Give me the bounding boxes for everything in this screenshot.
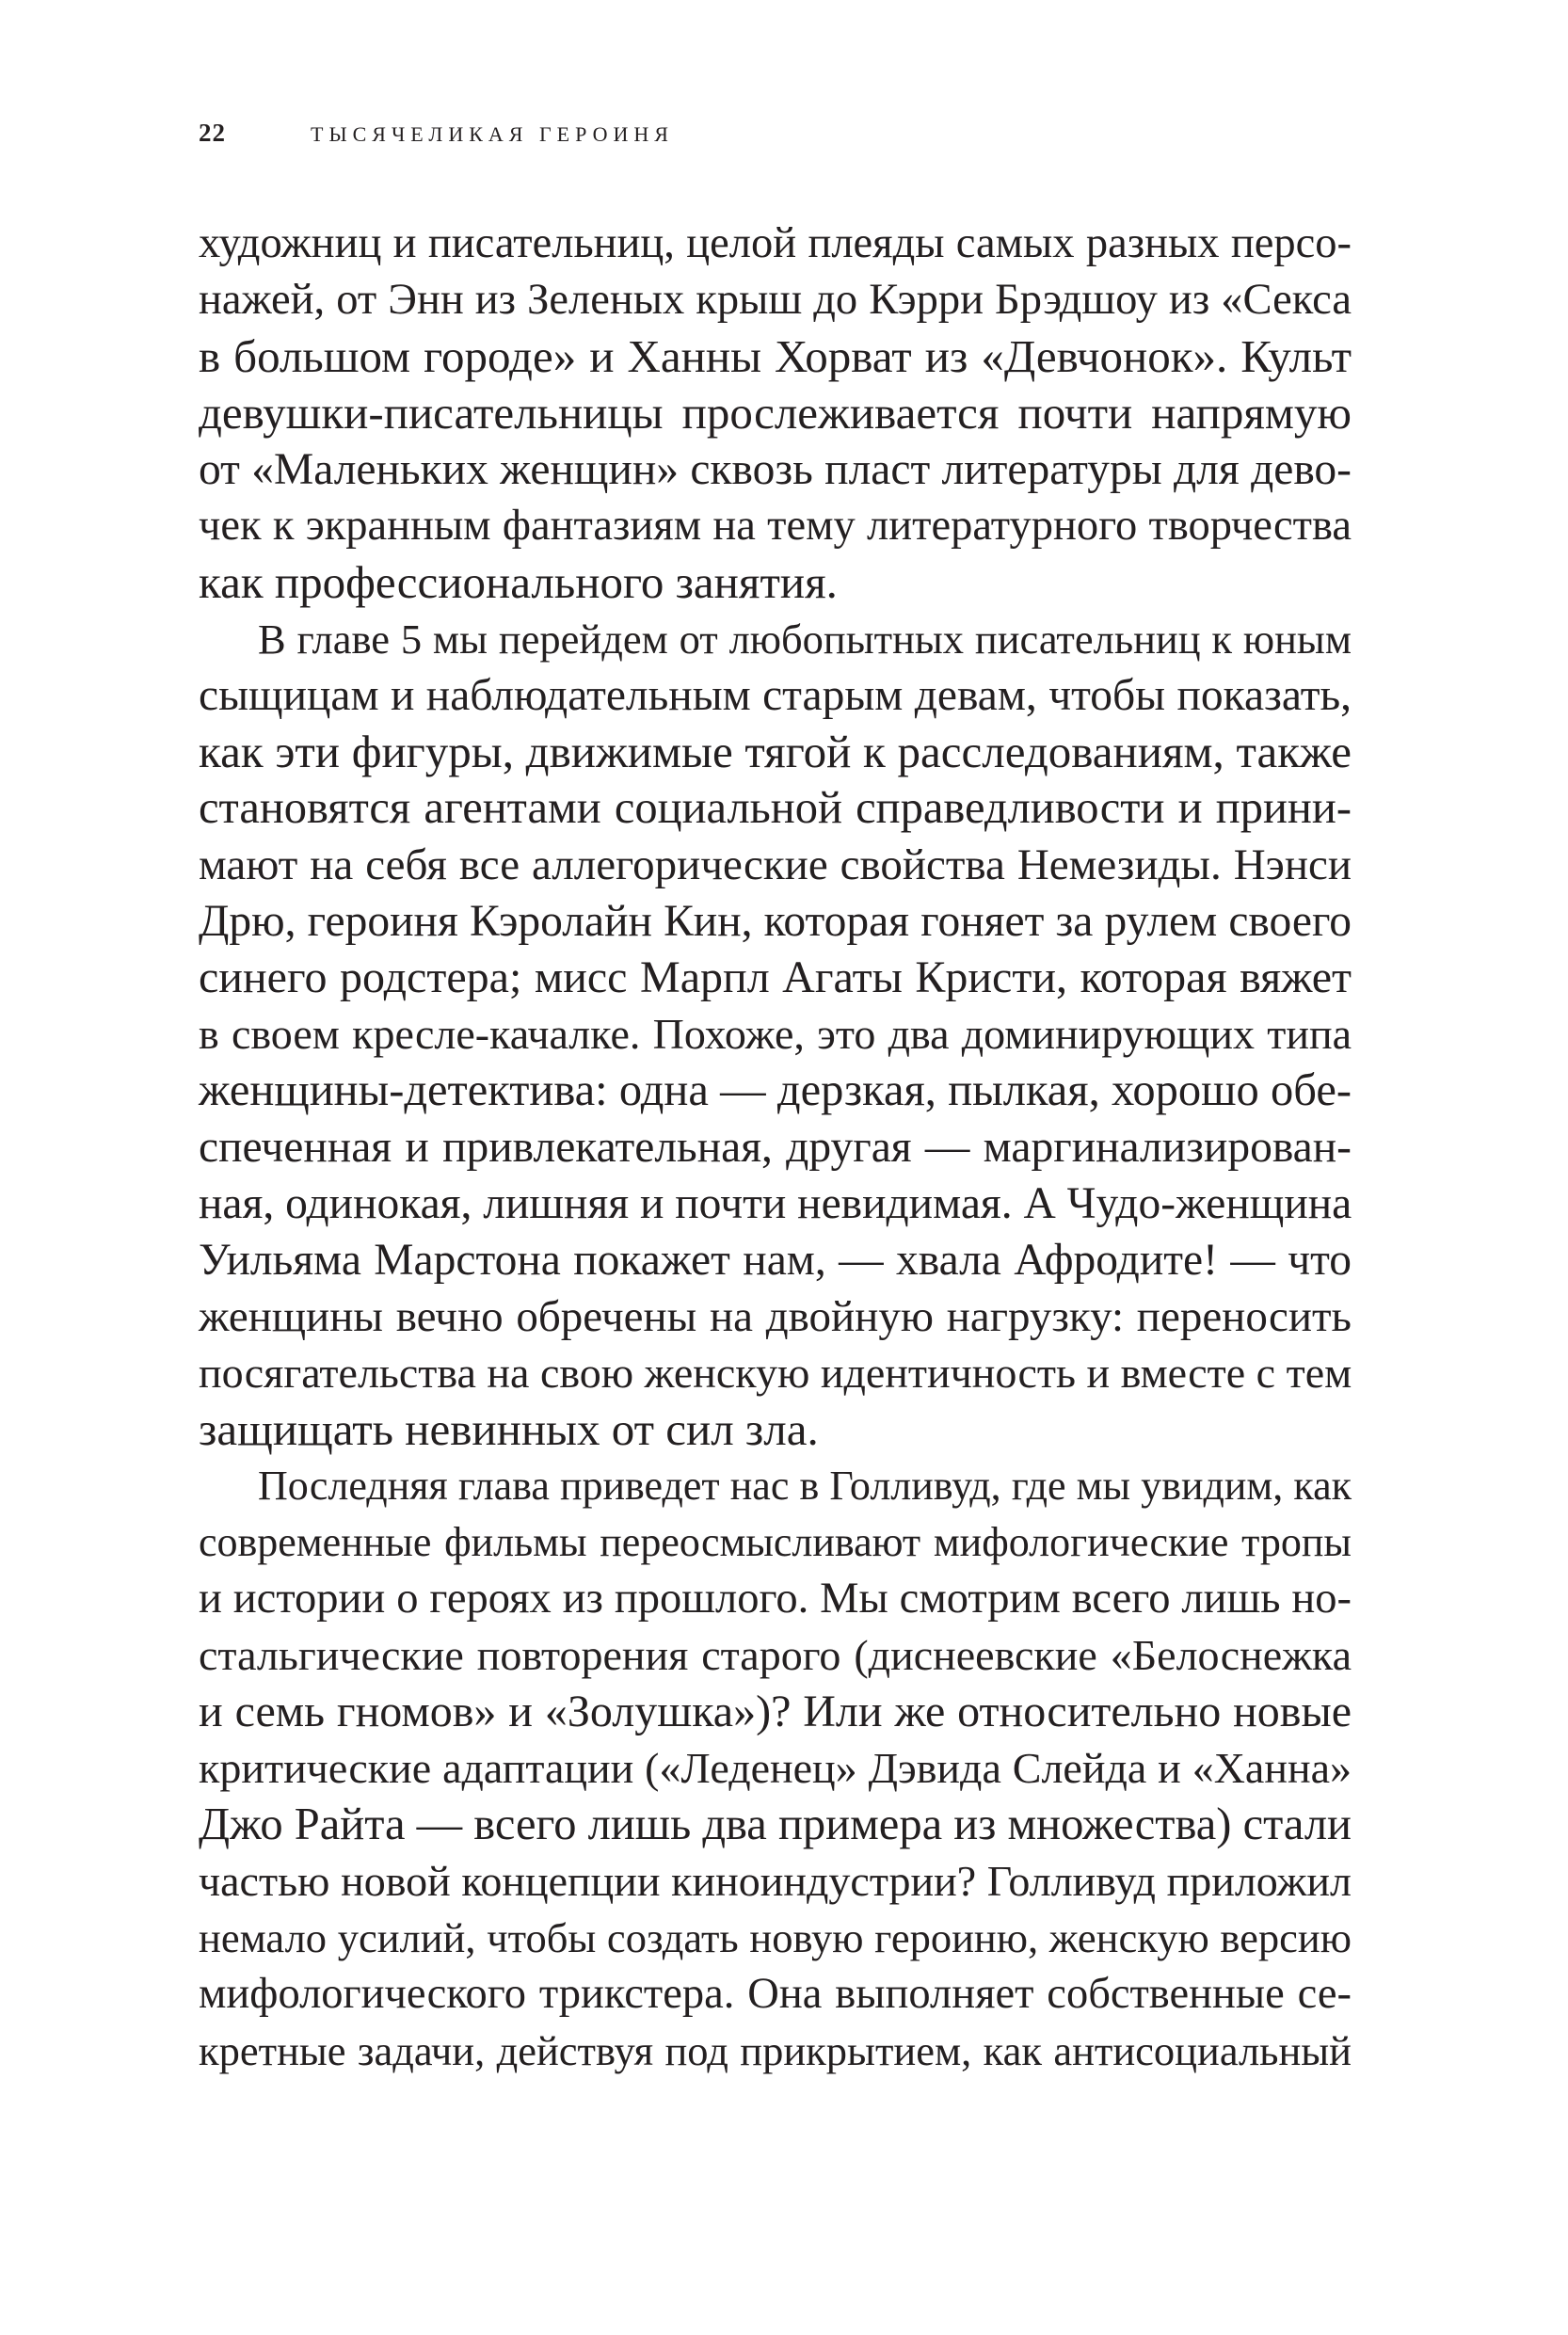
text-line: частью новой концепции киноиндустрии? Голливуд приложил [199, 1857, 1352, 1905]
text-line: кретные задачи, действуя под прикрытием, как антисоциальный [199, 2027, 1352, 2074]
text-line: Уильяма Марстона покажет нам, — хвала Афродите! — что [199, 1236, 1352, 1285]
text-line: стальгические повторения старого (диснеевские «Белоснежка [199, 1631, 1352, 1679]
book-title: ТЫСЯЧЕЛИКАЯ ГЕРОИНЯ [311, 122, 674, 146]
text-line: мают на себя все аллегорические свойства Немезиды. Нэнси [199, 840, 1352, 889]
text-line: современные фильмы переосмысливают мифологические тропы [199, 1519, 1352, 1565]
text-line: сыщицам и наблюдательным старым девам, чтобы показать, [199, 671, 1352, 720]
text-line: художниц и писательниц, целой плеяды самых разных персо- [199, 219, 1352, 267]
text-line: защищать невинных от сил зла. [199, 1403, 819, 1455]
text-line: спеченная и привлекательная, другая — маргинализирован- [199, 1123, 1352, 1172]
text-line: в большом городе» и Ханны Хорват из «Девчонок». Культ [199, 330, 1352, 382]
text-line: посягательства на свою женскую идентичность и вместе с тем [199, 1349, 1352, 1397]
page-number: 22 [199, 119, 226, 147]
text-line: ная, одинокая, лишняя и почти невидимая. А Чудо-женщина [199, 1179, 1352, 1228]
text-line: и семь гномов» и «Золушка»)? Или же относительно новые [199, 1687, 1352, 1736]
text-line: становятся агентами социальной справедливости и прини- [199, 783, 1352, 833]
text-line: как профессионального занятия. [199, 556, 838, 608]
text-line: Последняя глава приведет нас в Голливуд, где мы увидим, как [258, 1463, 1352, 1509]
text-line: критические адаптации («Леденец» Дэвида Слейда и «Ханна» [199, 1744, 1352, 1792]
text-line: девушки-писательницы прослеживается почти напрямую [199, 387, 1352, 439]
text-line: немало усилий, чтобы создать новую героиню, женскую версию [199, 1914, 1352, 1961]
text-line: Дрю, героиня Кэролайн Кин, которая гоняет за рулем своего [199, 897, 1352, 946]
text-line: от «Маленьких женщин» сквозь пласт литературы для дево- [199, 445, 1352, 494]
text-line: В главе 5 мы перейдем от любопытных писательниц к юным [258, 616, 1352, 663]
text-line: женщины вечно обречены на двойную нагрузку: переносить [199, 1292, 1352, 1341]
text-line: в своем кресле-качалке. Похоже, это два доминирующих типа [199, 1010, 1352, 1058]
text-line: как эти фигуры, движимые тягой к расследованиям, также [199, 726, 1352, 777]
text-line: женщины-детектива: одна — дерзкая, пылкая, хорошо обе- [199, 1065, 1352, 1115]
text-line: нажей, от Энн из Зеленых крыш до Кэрри Брэдшоу из «Секса [199, 276, 1352, 324]
text-line: мифологического трикстера. Она выполняет собственные се- [199, 1970, 1352, 2018]
running-header [199, 119, 674, 156]
body-text [199, 216, 1352, 2079]
text-line: Джо Райта — всего лишь два примера из множества) стали [199, 1799, 1352, 1849]
text-line: и истории о героях из прошлого. Мы смотрим всего лишь но- [199, 1575, 1352, 1623]
text-line: чек к экранным фантазиям на тему литературного творчества [199, 502, 1352, 550]
text-line: синего родстера; мисс Марпл Агаты Кристи, которая вяжет [199, 952, 1352, 1002]
